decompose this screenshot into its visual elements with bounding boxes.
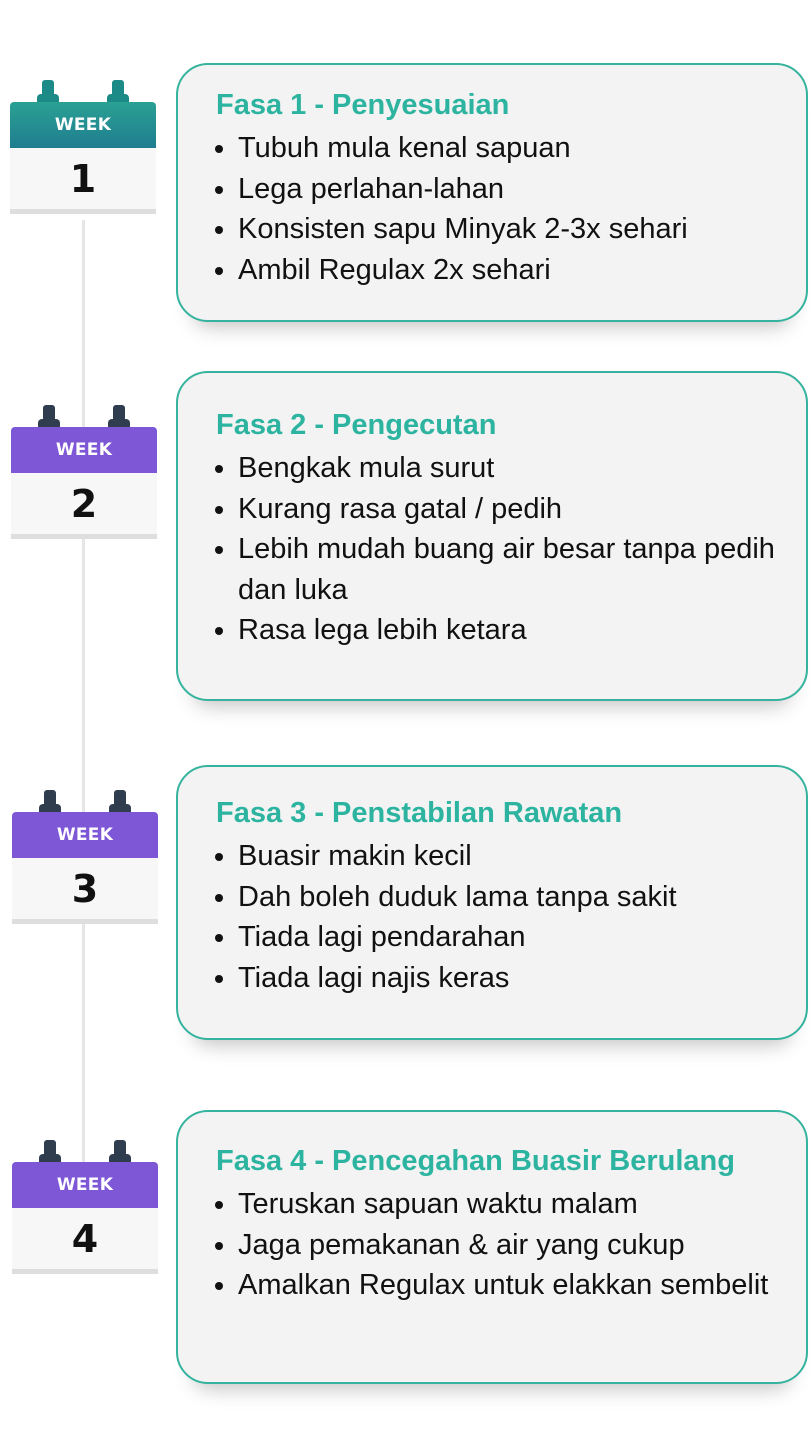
list-item: • Lebih mudah buang air besar tanpa pedih dan luka <box>238 529 786 610</box>
phase-card-2 <box>176 371 808 701</box>
week-label: WEEK <box>55 440 113 460</box>
phase-title: Fasa 2 - Pengecutan <box>216 409 497 441</box>
calendar-week-2-icon <box>11 405 157 539</box>
phase-card-1 <box>176 63 808 322</box>
calendar-body <box>11 473 157 539</box>
phase-title: Fasa 3 - Penstabilan Rawatan <box>216 797 623 829</box>
week-number: 1 <box>69 156 97 201</box>
list-item: • Kurang rasa gatal / pedih <box>238 489 786 530</box>
calendar-body <box>12 1208 158 1274</box>
calendar-week-3-icon <box>12 790 158 924</box>
timeline-line <box>82 220 85 1180</box>
phase-list <box>216 448 786 651</box>
week-number: 4 <box>71 1216 99 1261</box>
list-item: • Bengkak mula surut <box>238 448 786 489</box>
list-item: • Tubuh mula kenal sapuan <box>238 128 786 169</box>
phase-title: Fasa 1 - Penyesuaian <box>216 89 510 121</box>
week-label: WEEK <box>54 115 112 135</box>
phase-card-4 <box>176 1110 808 1384</box>
list-item: • Rasa lega lebih ketara <box>238 610 786 651</box>
phase-card-3 <box>176 765 808 1040</box>
phase-list <box>216 128 786 290</box>
calendar-header <box>11 427 157 473</box>
calendar-header <box>12 1162 158 1208</box>
list-item: • Tiada lagi pendarahan <box>238 917 786 958</box>
phase-list <box>216 1184 786 1306</box>
calendar-body <box>10 148 156 214</box>
calendar-body <box>12 858 158 924</box>
list-item: • Teruskan sapuan waktu malam <box>238 1184 786 1225</box>
week-number: 2 <box>70 481 98 526</box>
phase-list <box>216 836 786 998</box>
calendar-header <box>12 812 158 858</box>
list-item: • Amalkan Regulax untuk elakkan sembelit <box>238 1265 786 1306</box>
calendar-week-1-icon <box>10 80 156 214</box>
list-item: • Jaga pemakanan & air yang cukup <box>238 1225 786 1266</box>
calendar-header <box>10 102 156 148</box>
week-label: WEEK <box>56 825 114 845</box>
list-item: • Konsisten sapu Minyak 2-3x sehari <box>238 209 786 250</box>
list-item: • Buasir makin kecil <box>238 836 786 877</box>
list-item: • Ambil Regulax 2x sehari <box>238 250 786 291</box>
phase-title: Fasa 4 - Pencegahan Buasir Berulang <box>216 1145 735 1177</box>
list-item: • Dah boleh duduk lama tanpa sakit <box>238 877 786 918</box>
week-label: WEEK <box>56 1175 114 1195</box>
calendar-week-4-icon <box>12 1140 158 1274</box>
list-item: • Tiada lagi najis keras <box>238 958 786 999</box>
list-item: • Lega perlahan-lahan <box>238 169 786 210</box>
week-number: 3 <box>71 866 99 911</box>
